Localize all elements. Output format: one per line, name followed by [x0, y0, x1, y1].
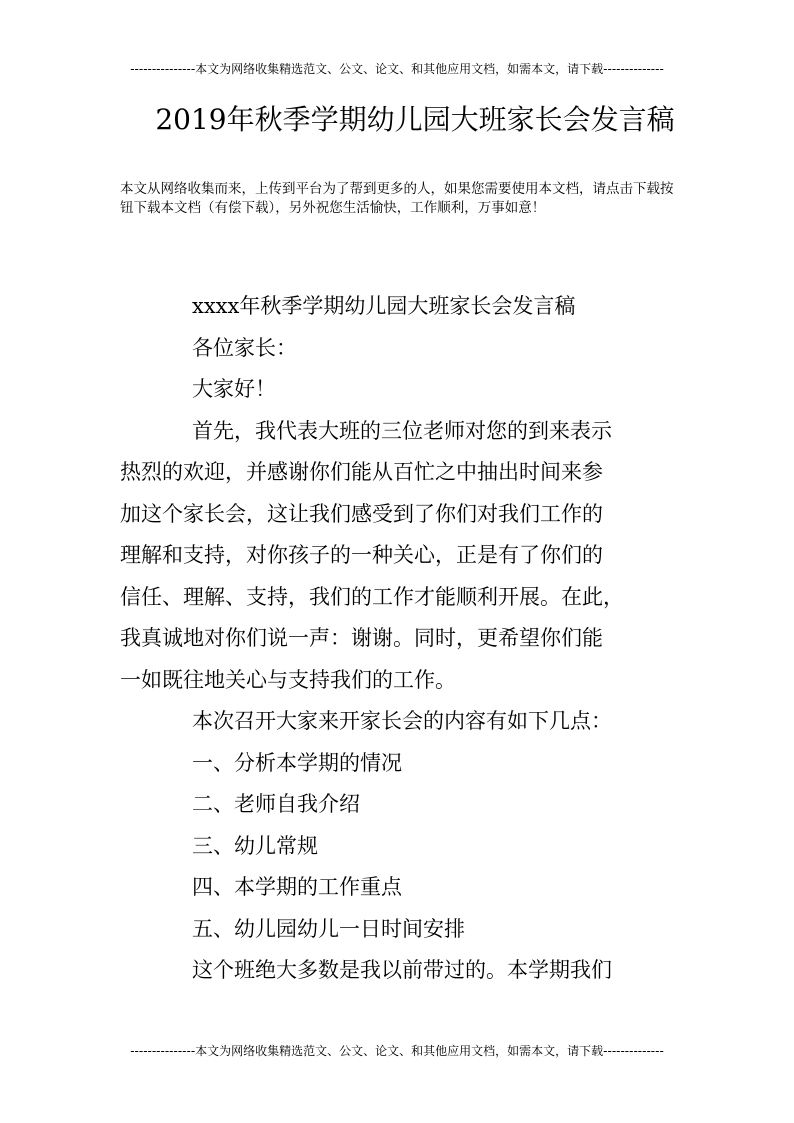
agenda-item: 一、分析本学期的情况 — [192, 750, 402, 775]
header-banner: ---------------本文为网络收集精选范文、公文、论文、和其他应用文档，如需本文，请下载-------------- — [130, 62, 664, 76]
agenda-item: 三、幼儿常规 — [192, 833, 318, 858]
salutation: 各位家长： — [192, 335, 297, 360]
paragraph-line: 热烈的欢迎，并感谢你们能从百忙之中抽出时间来参 — [120, 460, 603, 484]
body-content — [120, 286, 682, 992]
greeting: 大家好！ — [192, 377, 276, 401]
agenda-item: 二、老师自我介绍 — [192, 792, 360, 816]
agenda-intro: 本次召开大家来开家长会的内容有如下几点： — [192, 709, 612, 733]
paragraph-line: 首先，我代表大班的三位老师对您的到来表示 — [192, 418, 612, 443]
body-title: xxxx年秋季学期幼儿园大班家长会发言稿 — [192, 294, 576, 318]
paragraph-line: 信任、理解、支持，我们的工作才能顺利开展。在此， — [120, 584, 624, 609]
document-title: 2019年秋季学期幼儿园大班家长会发言稿 — [155, 103, 675, 136]
paragraph-line: 加这个家长会，这让我们感受到了你们对我们工作的 — [120, 501, 603, 526]
intro-paragraph: 本文从网络收集而来，上传到平台为了帮到更多的人，如果您需要使用本文档，请点击下载按钮下载本文档（有偿下载），另外祝您生活愉快，工作顺利，万事如意！ — [120, 181, 674, 216]
agenda-item: 五、幼儿园幼儿一日时间安排 — [192, 916, 465, 941]
paragraph-opening — [120, 411, 682, 702]
paragraph-line: 一如既往地关心与支持我们的工作。 — [120, 667, 456, 692]
paragraph-line: 这个班绝大多数是我以前带过的。本学期我们 — [192, 958, 612, 982]
paragraph-line: 我真诚地对你们说一声：谢谢。同时，更希望你们能 — [120, 626, 603, 650]
agenda-item: 四、本学期的工作重点 — [192, 875, 402, 899]
footer-banner: ---------------本文为网络收集精选范文、公文、论文、和其他应用文档，如需本文，请下载-------------- — [130, 1044, 664, 1058]
paragraph-line: 理解和支持，对你孩子的一种关心，正是有了你们的 — [120, 543, 603, 567]
